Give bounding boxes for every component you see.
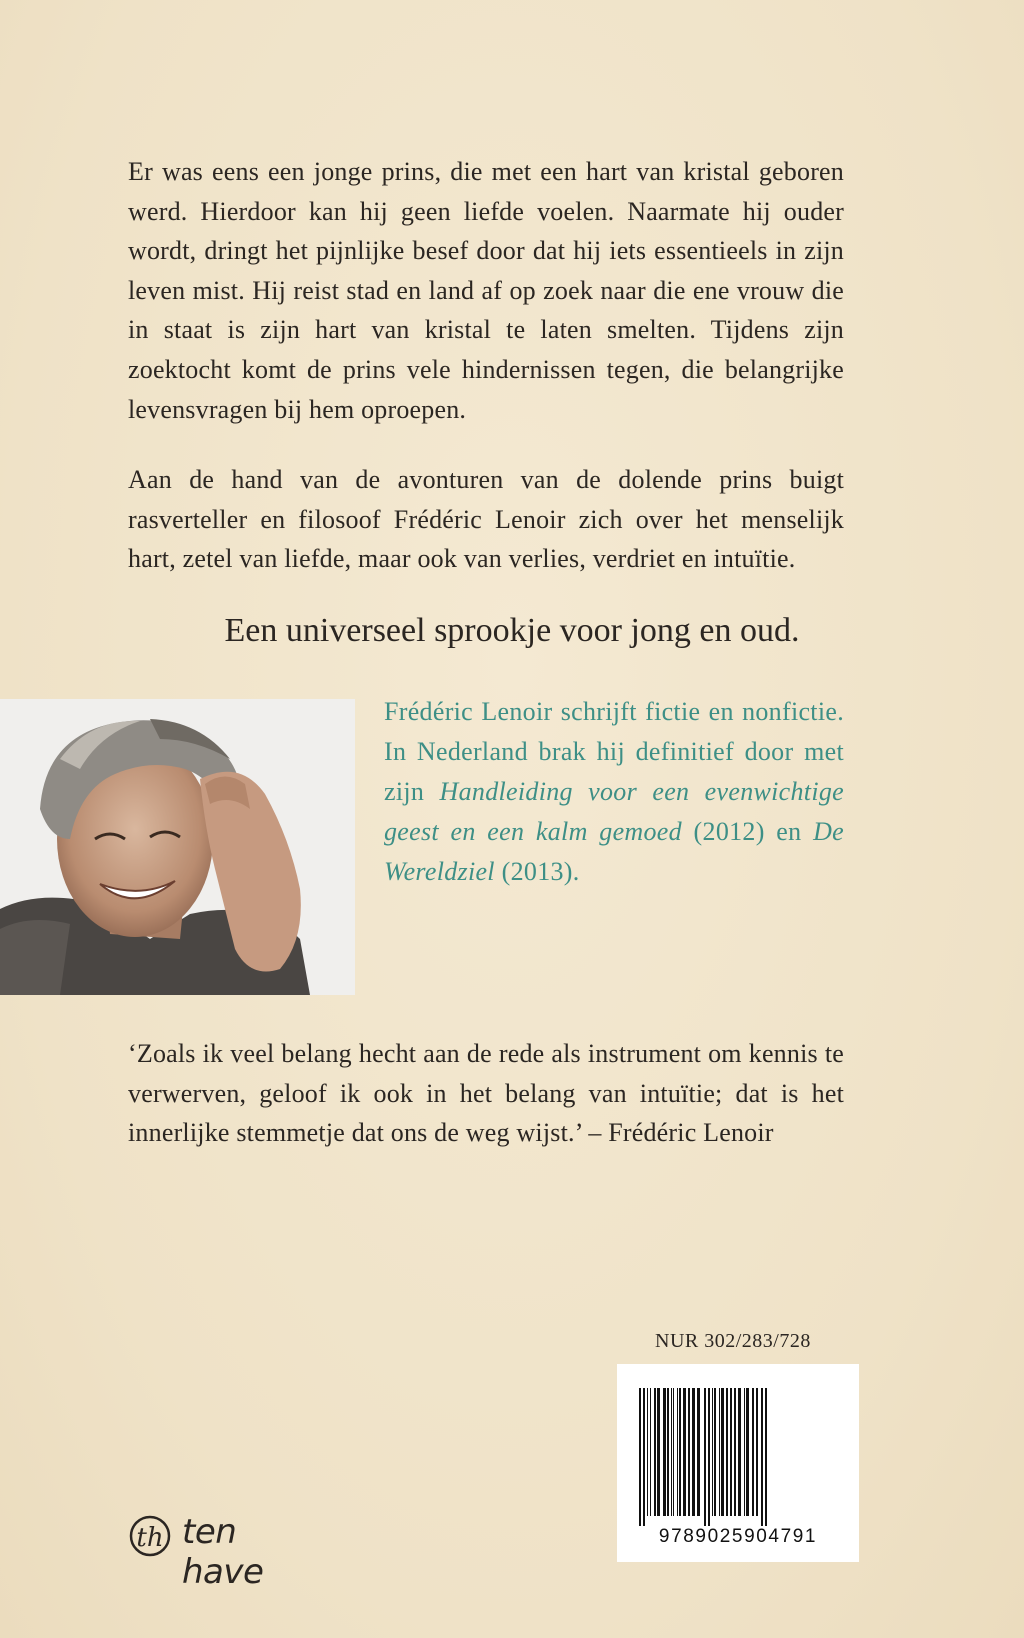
barcode-bar (647, 1388, 648, 1516)
author-photo (0, 699, 355, 995)
barcode-bar (765, 1388, 767, 1526)
barcode-bar (744, 1388, 745, 1516)
barcode-bar (721, 1388, 724, 1516)
barcode-bar (761, 1388, 763, 1526)
tagline: Een universeel sprookje voor jong en oud. (224, 612, 800, 649)
barcode-bar (714, 1388, 716, 1516)
barcode-bar (746, 1388, 749, 1516)
barcode-bar (708, 1388, 710, 1526)
barcode-bar (734, 1388, 736, 1516)
blurb-paragraph-1: Er was eens een jonge prins, die met een hart van kristal geboren werd. Hierdoor kan hij geen liefde voelen. Naarmate hij ouder wordt, dringt het pijnlijke besef door dat hij iets essentieels in zijn leven mist. Hij reist stad en land af op zoek naar die ene vrouw die in staat is zijn hart van kristal te laten smelten. Tijdens zijn zoektocht komt de prins vele hindernissen tegen, die belangrijke levensvragen bij hem oproepen. (128, 157, 844, 424)
bio-intro: Frédéric Lenoir schrijft fictie en nonfictie. In Nederland brak hij definitief door met zijn (384, 697, 844, 806)
barcode-bar (679, 1388, 681, 1516)
barcode-bar (692, 1388, 695, 1516)
book-year-2012: (2012) en (681, 817, 814, 846)
barcode-bar (756, 1388, 758, 1516)
author-bio (384, 692, 844, 892)
barcode-bar (719, 1388, 720, 1516)
barcode-bar (752, 1388, 754, 1516)
barcode-bar (643, 1388, 645, 1526)
barcode-bar (671, 1388, 672, 1516)
barcode-bar (657, 1388, 660, 1516)
barcode-bar (738, 1388, 741, 1516)
barcode-bar (639, 1388, 641, 1526)
barcode-bar (683, 1388, 686, 1516)
isbn-number: 9789025904791 (658, 1526, 818, 1547)
barcode-bar (654, 1388, 656, 1516)
barcode-bar (663, 1388, 666, 1516)
publisher-logo (128, 1506, 328, 1592)
barcode-bars (639, 1388, 837, 1526)
barcode-bar (677, 1388, 678, 1516)
nur-code: NUR 302/283/728 (655, 1330, 811, 1352)
barcode (617, 1364, 859, 1562)
publisher-monogram-icon (128, 1506, 174, 1562)
barcode-bar (697, 1388, 700, 1516)
monogram-text: th (136, 1523, 164, 1553)
book-title-handleiding: Handleiding voor een evenwichtige geest en een kalm gemoed (384, 777, 844, 846)
book-title-wereldziel: De Wereldziel (384, 817, 844, 886)
barcode-bar (704, 1388, 706, 1526)
author-quote: ‘Zoals ik veel belang hecht aan de rede als instrument om kennis te verwerven, geloof ik ook in het belang van intuïtie; dat is het innerlijke stemmetje dat ons de weg wijst.’ – Frédéric Lenoir (128, 1039, 844, 1148)
barcode-bar (667, 1388, 669, 1516)
publisher-name: ten have (182, 1512, 264, 1592)
barcode-bar (650, 1388, 651, 1516)
barcode-bar (712, 1388, 713, 1516)
book-year-2013: (2013). (494, 857, 580, 886)
blurb-paragraph-2: Aan de hand van de avonturen van de dolende prins buigt rasverteller en filosoof Frédéric Lenoir zich over het menselijk hart, zetel van liefde, maar ook van verlies, verdriet en intuïtie. (128, 465, 844, 574)
barcode-bar (730, 1388, 732, 1516)
barcode-bar (726, 1388, 728, 1516)
barcode-bar (688, 1388, 690, 1516)
barcode-bar (673, 1388, 674, 1516)
